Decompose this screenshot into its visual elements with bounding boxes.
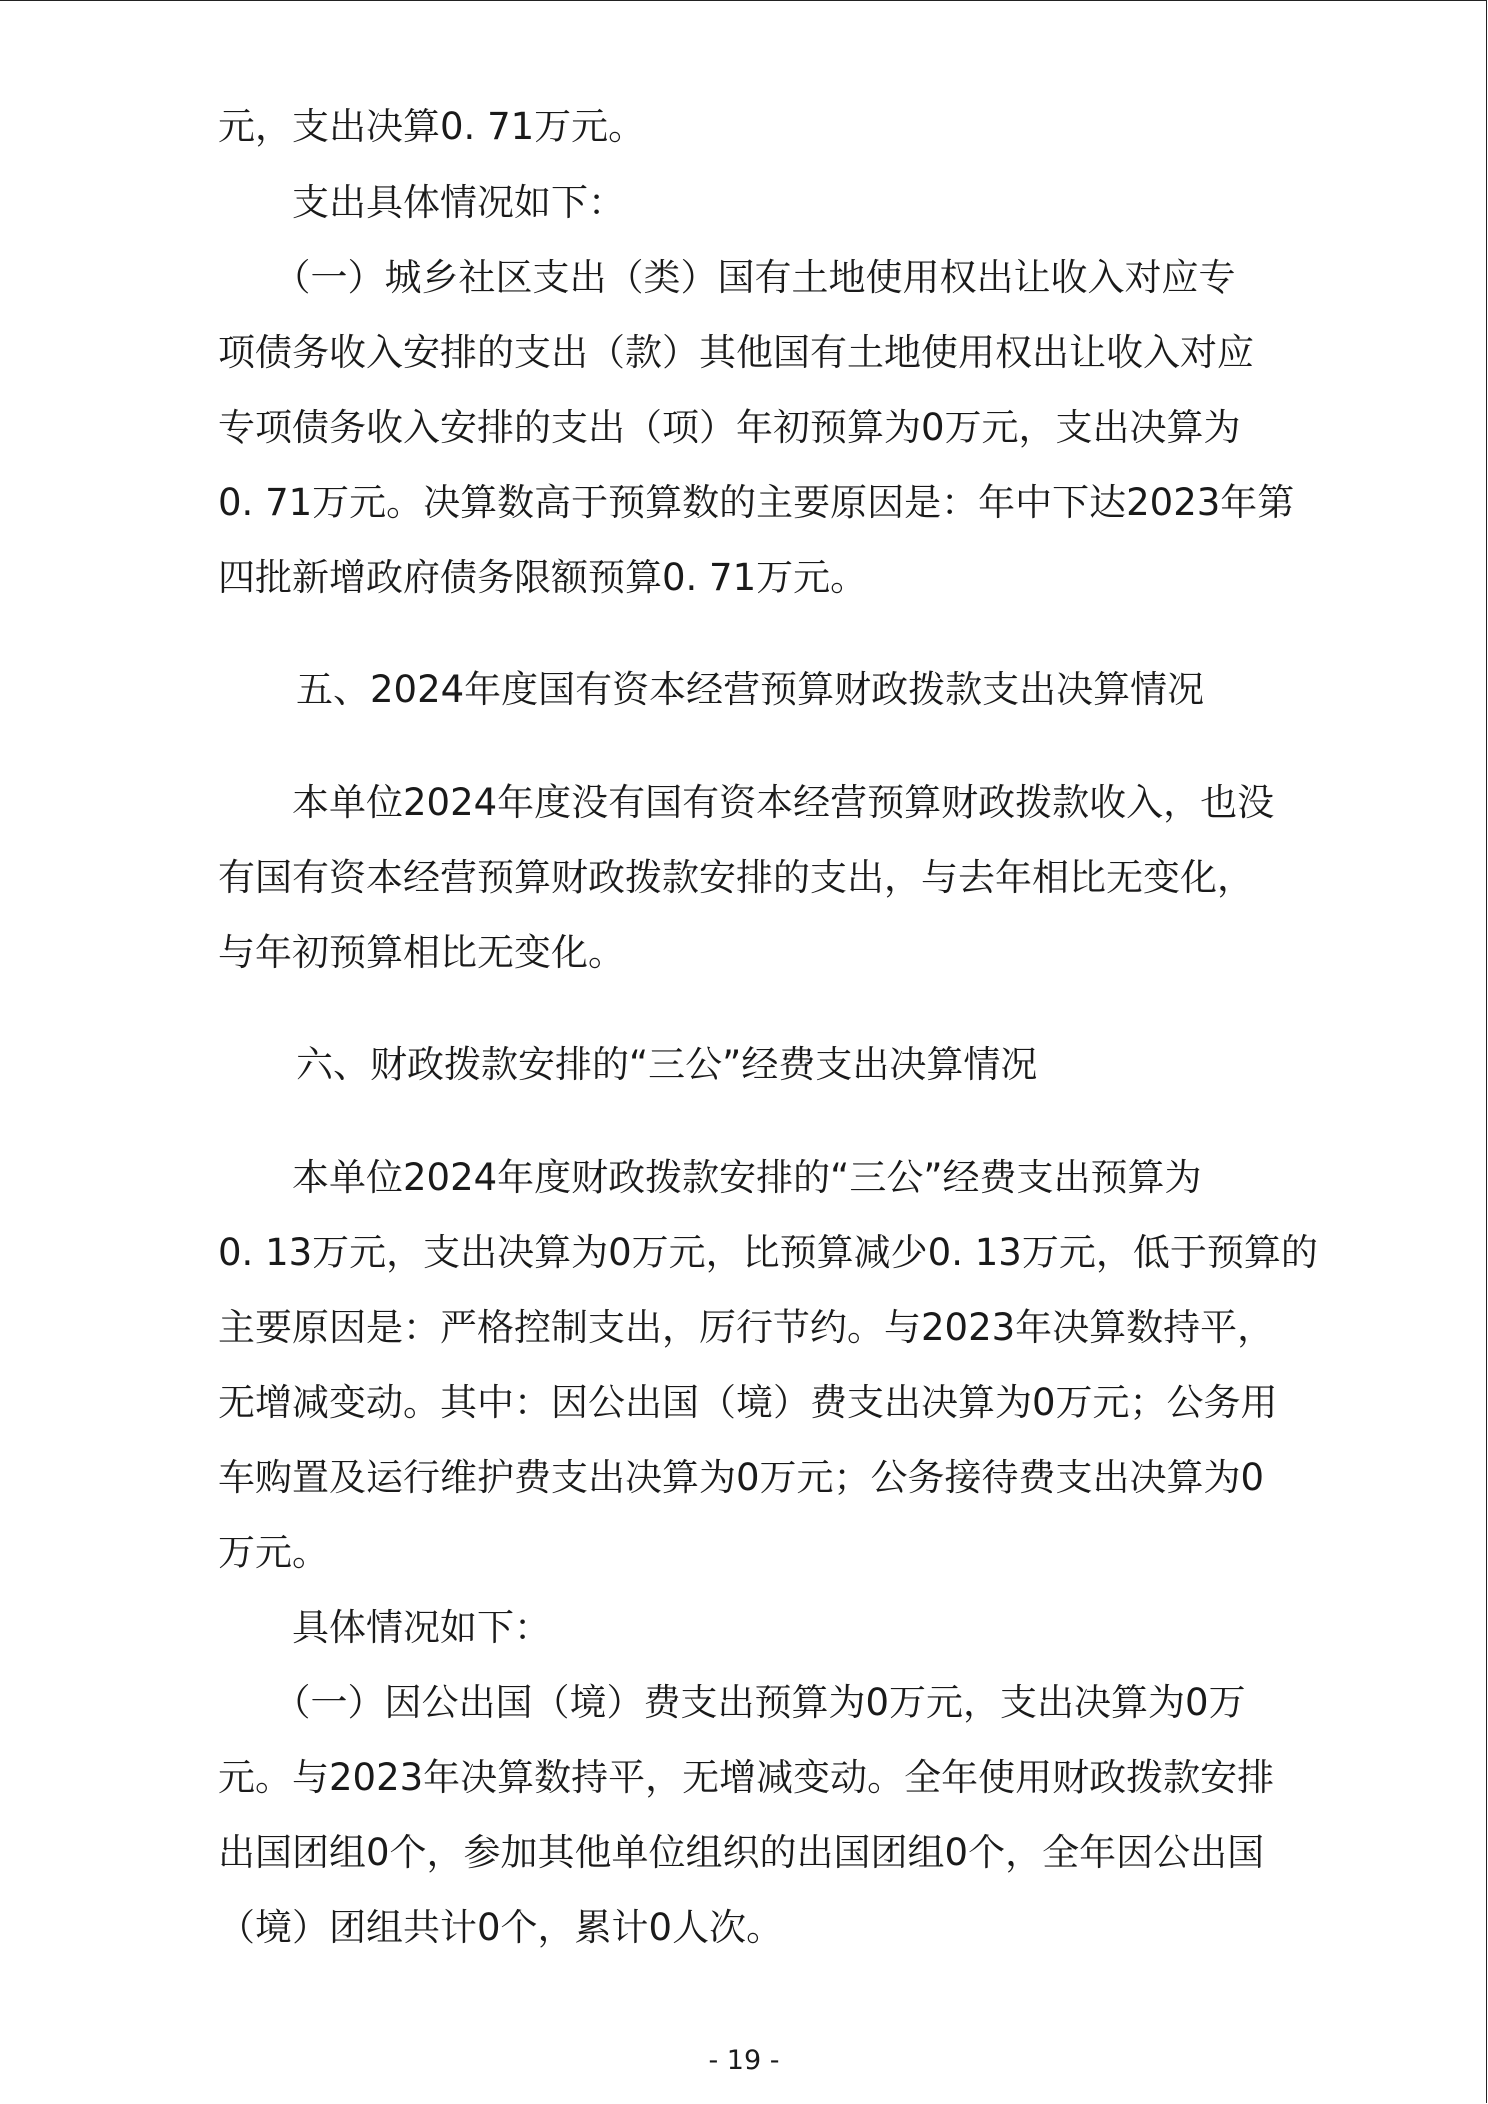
paragraph-line: 车购置及运行维护费支出决算为0万元；公务接待费支出决算为0 bbox=[218, 1456, 1265, 1499]
section-heading: 六、财政拨款安排的“三公”经费支出决算情况 bbox=[296, 1043, 1038, 1086]
paragraph-line: 本单位2024年度财政拨款安排的“三公”经费支出预算为 bbox=[218, 1156, 1202, 1199]
paragraph-line: （一）城乡社区支出（类）国有土地使用权出让收入对应专 bbox=[218, 256, 1236, 299]
paragraph-line: 0. 13万元，支出决算为0万元，比预算减少0. 13万元，低于预算的 bbox=[218, 1231, 1318, 1274]
paragraph-line: 支出具体情况如下： bbox=[218, 181, 625, 224]
page-number: - 19 - bbox=[708, 2045, 780, 2076]
paragraph-line: 出国团组0个，参加其他单位组织的出国团组0个，全年因公出国 bbox=[218, 1831, 1265, 1874]
paragraph-line: 项债务收入安排的支出（款）其他国有土地使用权出让收入对应 bbox=[218, 331, 1254, 374]
section-heading: 五、2024年度国有资本经营预算财政拨款支出决算情况 bbox=[296, 668, 1205, 711]
paragraph-line: 与年初预算相比无变化。 bbox=[218, 931, 625, 974]
paragraph-line: （一）因公出国（境）费支出预算为0万元，支出决算为0万 bbox=[218, 1681, 1246, 1724]
paragraph-line: 专项债务收入安排的支出（项）年初预算为0万元，支出决算为 bbox=[218, 406, 1241, 449]
paragraph-line: 主要原因是：严格控制支出，厉行节约。与2023年决算数持平， bbox=[218, 1306, 1275, 1349]
paragraph-line: 具体情况如下： bbox=[218, 1606, 551, 1649]
paragraph-line: 0. 71万元。决算数高于预算数的主要原因是：年中下达2023年第 bbox=[218, 481, 1295, 524]
paragraph-line: 无增减变动。其中：因公出国（境）费支出决算为0万元；公务用 bbox=[218, 1381, 1278, 1424]
paragraph-line: （境）团组共计0个，累计0人次。 bbox=[218, 1906, 784, 1949]
paragraph-line: 元。与2023年决算数持平，无增减变动。全年使用财政拨款安排 bbox=[218, 1756, 1275, 1799]
paragraph-line: 万元。 bbox=[218, 1531, 329, 1574]
paragraph-line: 四批新增政府债务限额预算0. 71万元。 bbox=[218, 556, 868, 599]
paragraph-line: 本单位2024年度没有国有资本经营预算财政拨款收入，也没 bbox=[218, 781, 1275, 824]
paragraph-line: 元，支出决算0. 71万元。 bbox=[218, 105, 646, 148]
paragraph-line: 有国有资本经营预算财政拨款安排的支出，与去年相比无变化， bbox=[218, 856, 1254, 899]
